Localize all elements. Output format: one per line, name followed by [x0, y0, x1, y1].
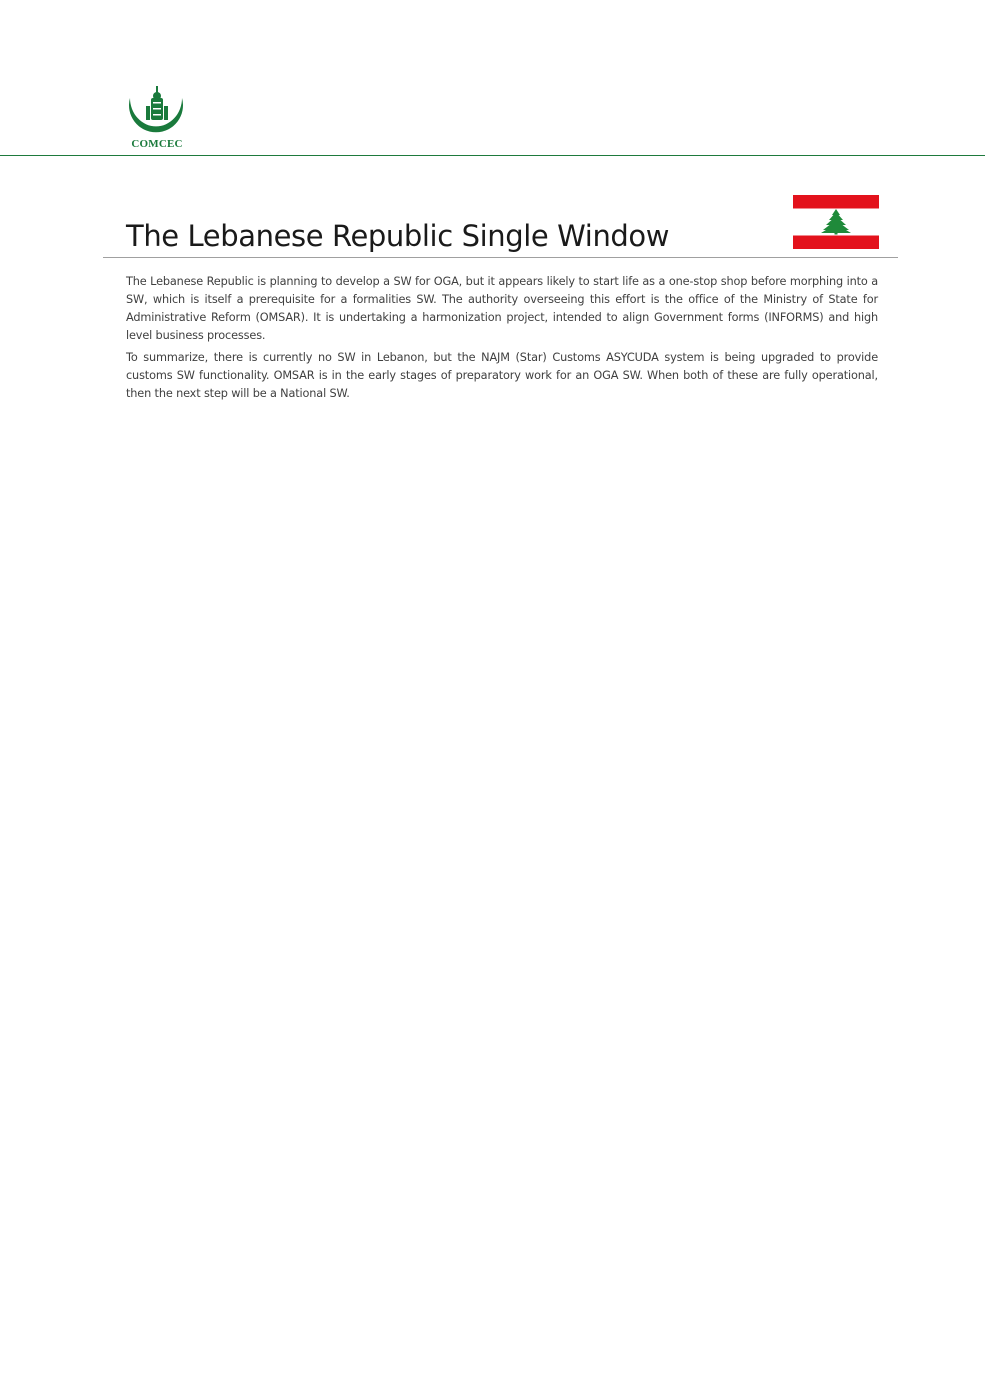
paragraph-1: The Lebanese Republic is planning to develop a SW for OGA, but it appears likely to start life as a one-stop shop before morphing into a SW, which is itself a prerequisite for a formalities SW. The authority overseeing this effort is the office of the Ministry of State for Administrative Reform (OMSAR). It is undertaking a harmonization project, intended to align Government forms (INFORMS) and high level business processes. [126, 275, 878, 342]
title-divider [103, 257, 898, 258]
crescent-emblem-icon [124, 84, 190, 138]
comcec-logo [124, 84, 190, 152]
logo-text: COMCEC [131, 138, 183, 150]
paragraph-2: To summarize, there is currently no SW in Lebanon, but the NAJM (Star) Customs ASYCUDA system is being upgraded to provide customs SW functionality. OMSAR is in the early stages of preparatory work for an OGA SW. When both of these are fully operational, then the next step will be a National SW. [126, 351, 878, 400]
page-title: The Lebanese Republic Single Window [126, 219, 670, 253]
lebanon-flag-icon [793, 195, 879, 249]
body-text [126, 273, 878, 407]
header-divider [0, 155, 985, 156]
